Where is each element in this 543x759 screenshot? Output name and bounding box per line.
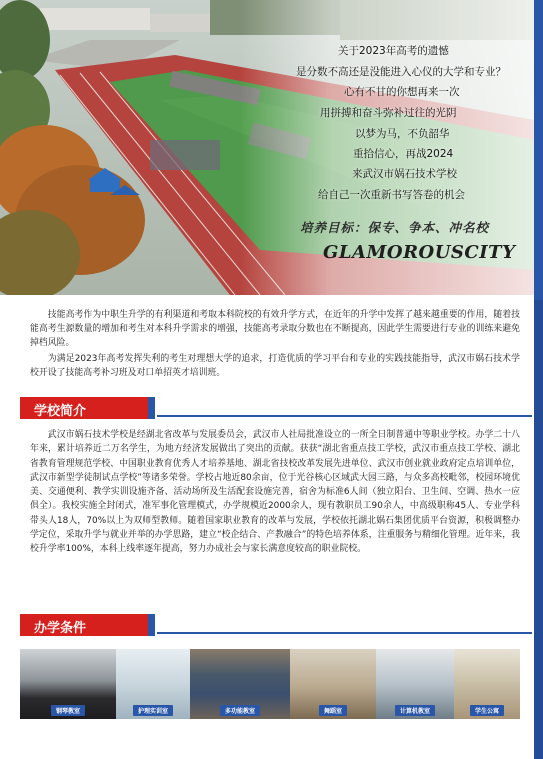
hero-line-6: 重拾信心，再战2024 [353,148,454,160]
photo-dance-room [290,649,376,719]
hero-line-3: 心有不甘的你想再来一次 [344,86,460,98]
intro-paragraph-1: 技能高考作为中职生升学的有利渠道和考取本科院校的有效升学方式，在近年的升学中发挥了越来越重要的作用，随着技能高考生源数量的增加和考生对本科升学需求的增强，技能高考录取分数也在不断提高，因此学生需要进行专业的训练来避免掉档风险。 [30,310,520,349]
hero-line-5: 以梦为马，不负韶华 [355,128,450,140]
section-title-school-intro: 学校简介 [34,404,87,419]
hero-line-7: 来武汉市娲石技术学校 [352,168,457,180]
photo-piano-room [20,649,116,719]
hero-line-2: 是分数不高还是没能进入心仪的大学和专业？ [296,66,506,78]
section-title-conditions: 办学条件 [34,621,87,636]
photo-multimedia-room [190,649,290,719]
photo-dormitory [454,649,520,719]
photo-caption: 学生公寓 [470,705,504,716]
training-goal-slogan: 培养目标：保专、争本、冲名校 [300,220,490,235]
hero-line-1: 关于2023年高考的遗憾 [338,45,449,57]
photo-caption: 计算机教室 [395,705,435,716]
photo-caption: 钢琴教室 [51,705,85,716]
right-edge-strip [534,0,543,759]
hero-line-4: 用拼搏和奋斗弥补过往的光阴 [320,107,457,119]
facility-photo-gallery [20,649,520,719]
intro-paragraph-2: 为满足2023年高考发挥失利的考生对理想大学的追求，打造优质的学习平台和专业的实践技能指导，武汉市娲石技术学校开设了技能高考补习班及对口单招英才培训班。 [30,354,520,379]
photo-nursing-lab [116,649,190,719]
photo-computer-room [376,649,454,719]
section-header-conditions [20,614,520,638]
school-intro-text: 武汉市娲石技术学校是经湖北省改革与发展委员会，武汉市人社局批准设立的一所全日制普通中等职业学校。办学二十八年来，累计培养近二万名学生，为地方经济发展做出了突出的贡献。获获“湖北省重点技工学校，武汉市重点技工学校、湖北省教育管理规范学校、中国职业教育优秀人才培养基地、湖北省技校改革发展先进单位、武汉市创业就业政府定点培训单位，武汉市新型学徒制试点学校”等诸多荣誉。学校占地近80余亩，位于光谷核心区域武大园三路，与众多高校毗邻，校园环境优美、交通便利、教学实训设施齐备、活动场所及生活配套设施完善，宿舍为标准6人间（独立阳台、卫生间、空调、热水一应俱全）。我校实施全封闭式，准军事化管理模式，办学规模近2000余人，现有教职员工90余人，中高级职称45人、专业学科带头人18人，70%以上为双师型教师。随着国家职业教育的改革与发展，学校依托湖北娲石集团优质平台资源，积极调整办学定位，采取升学与就业并举的办学思路，建立“校企结合、产教融合”的特色培养体系，注重服务与精细化管理。近年来，我校升学率100%，本科上线率逐年提高，努力办成社会与家长满意度较高的职业院校。 [30,430,520,555]
photo-caption: 多功能教室 [220,705,260,716]
hero-line-8: 给自己一次重新书写答卷的机会 [318,189,465,201]
hero-banner [0,0,534,295]
section-header-school-intro [20,397,520,421]
photo-caption: 护理实训室 [133,705,173,716]
photo-caption: 舞蹈室 [319,705,347,716]
brand-wordmark: GLAMOROUSCITY [323,242,516,263]
